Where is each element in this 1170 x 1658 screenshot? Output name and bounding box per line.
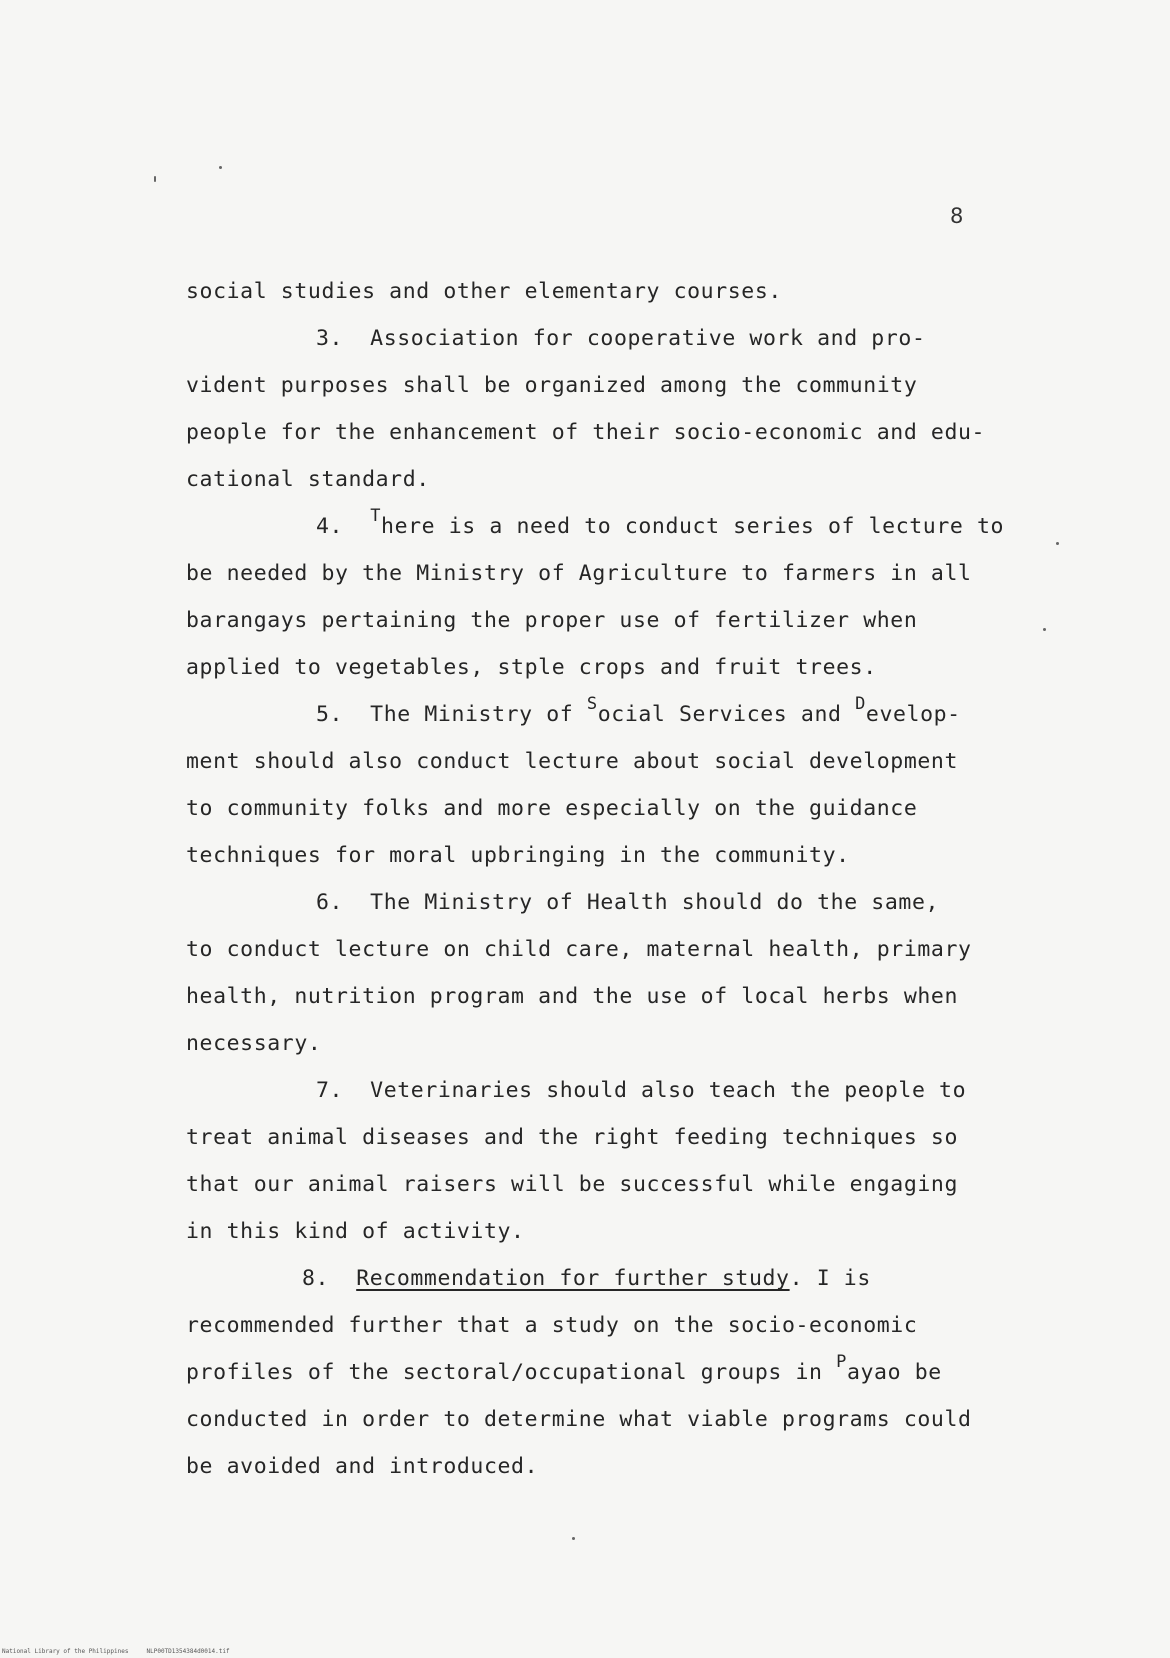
text-line xyxy=(186,503,1066,550)
text-line: treat animal diseases and the right feeding techniques so xyxy=(186,1125,959,1150)
line-text: evelop- xyxy=(865,702,961,727)
page-number: 8 xyxy=(950,204,964,228)
line-text: ayao be xyxy=(846,1360,942,1385)
footer-library: National Library of the Philippines xyxy=(2,1648,129,1655)
scan-speck xyxy=(572,1537,575,1540)
scan-speck xyxy=(1043,628,1046,631)
text-line: that our animal raisers will be successful while engaging xyxy=(186,1172,959,1197)
text-line: 6. The Ministry of Health should do the same, xyxy=(316,890,940,915)
scan-footer xyxy=(2,1648,230,1655)
text-line: techniques for moral upbringing in the community. xyxy=(186,843,850,868)
text-line: in this kind of activity. xyxy=(186,1219,525,1244)
line-text: . I is xyxy=(789,1266,871,1291)
line-text: profiles of the sectoral/occupational groups in xyxy=(186,1360,837,1385)
text-line: applied to vegetables, stple crops and fruit trees. xyxy=(186,655,877,680)
superscript-letter: D xyxy=(855,694,866,714)
text-line: to community folks and more especially on the guidance xyxy=(186,796,918,821)
text-line: necessary. xyxy=(186,1031,322,1056)
body-text xyxy=(186,268,1066,1490)
section-heading: Recommendation for further study xyxy=(356,1266,790,1291)
superscript-letter: T xyxy=(370,506,382,526)
text-line xyxy=(186,1255,1066,1302)
text-line: barangays pertaining the proper use of fertilizer when xyxy=(186,608,918,633)
scan-speck xyxy=(219,166,222,169)
text-line: to conduct lecture on child care, maternal health, primary xyxy=(186,937,972,962)
superscript-letter: S xyxy=(586,694,598,714)
text-line: 3. Association for cooperative work and pro- xyxy=(316,326,926,351)
text-line: 7. Veterinaries should also teach the people to xyxy=(316,1078,967,1103)
text-line xyxy=(186,691,1066,738)
text-line: social studies and other elementary courses. xyxy=(186,279,782,304)
line-text: 5. The Ministry of xyxy=(316,702,587,727)
item-number: 4. xyxy=(316,514,371,539)
scan-speck xyxy=(1056,542,1059,545)
text-line: ment should also conduct lecture about social development xyxy=(186,749,959,774)
text-line: cational standard. xyxy=(186,467,430,492)
superscript-letter: P xyxy=(836,1352,847,1372)
text-line: people for the enhancement of their socio-economic and edu- xyxy=(186,420,986,445)
text-line: conducted in order to determine what viable programs could xyxy=(186,1407,972,1432)
line-text: here is a need to conduct series of lecture to xyxy=(381,514,1005,539)
footer-file: NLP00TD1354384d0014.tif xyxy=(146,1648,230,1655)
scan-speck xyxy=(154,176,156,182)
text-line: health, nutrition program and the use of local herbs when xyxy=(186,984,959,1009)
item-number: 8. xyxy=(302,1266,357,1291)
text-line xyxy=(186,1349,1066,1396)
text-line: vident purposes shall be organized among the community xyxy=(186,373,918,398)
text-line: be avoided and introduced. xyxy=(186,1454,539,1479)
line-text: ocial Services and xyxy=(597,702,856,727)
text-line: be needed by the Ministry of Agriculture to farmers in all xyxy=(186,561,972,586)
text-line: recommended further that a study on the socio-economic xyxy=(186,1313,918,1338)
